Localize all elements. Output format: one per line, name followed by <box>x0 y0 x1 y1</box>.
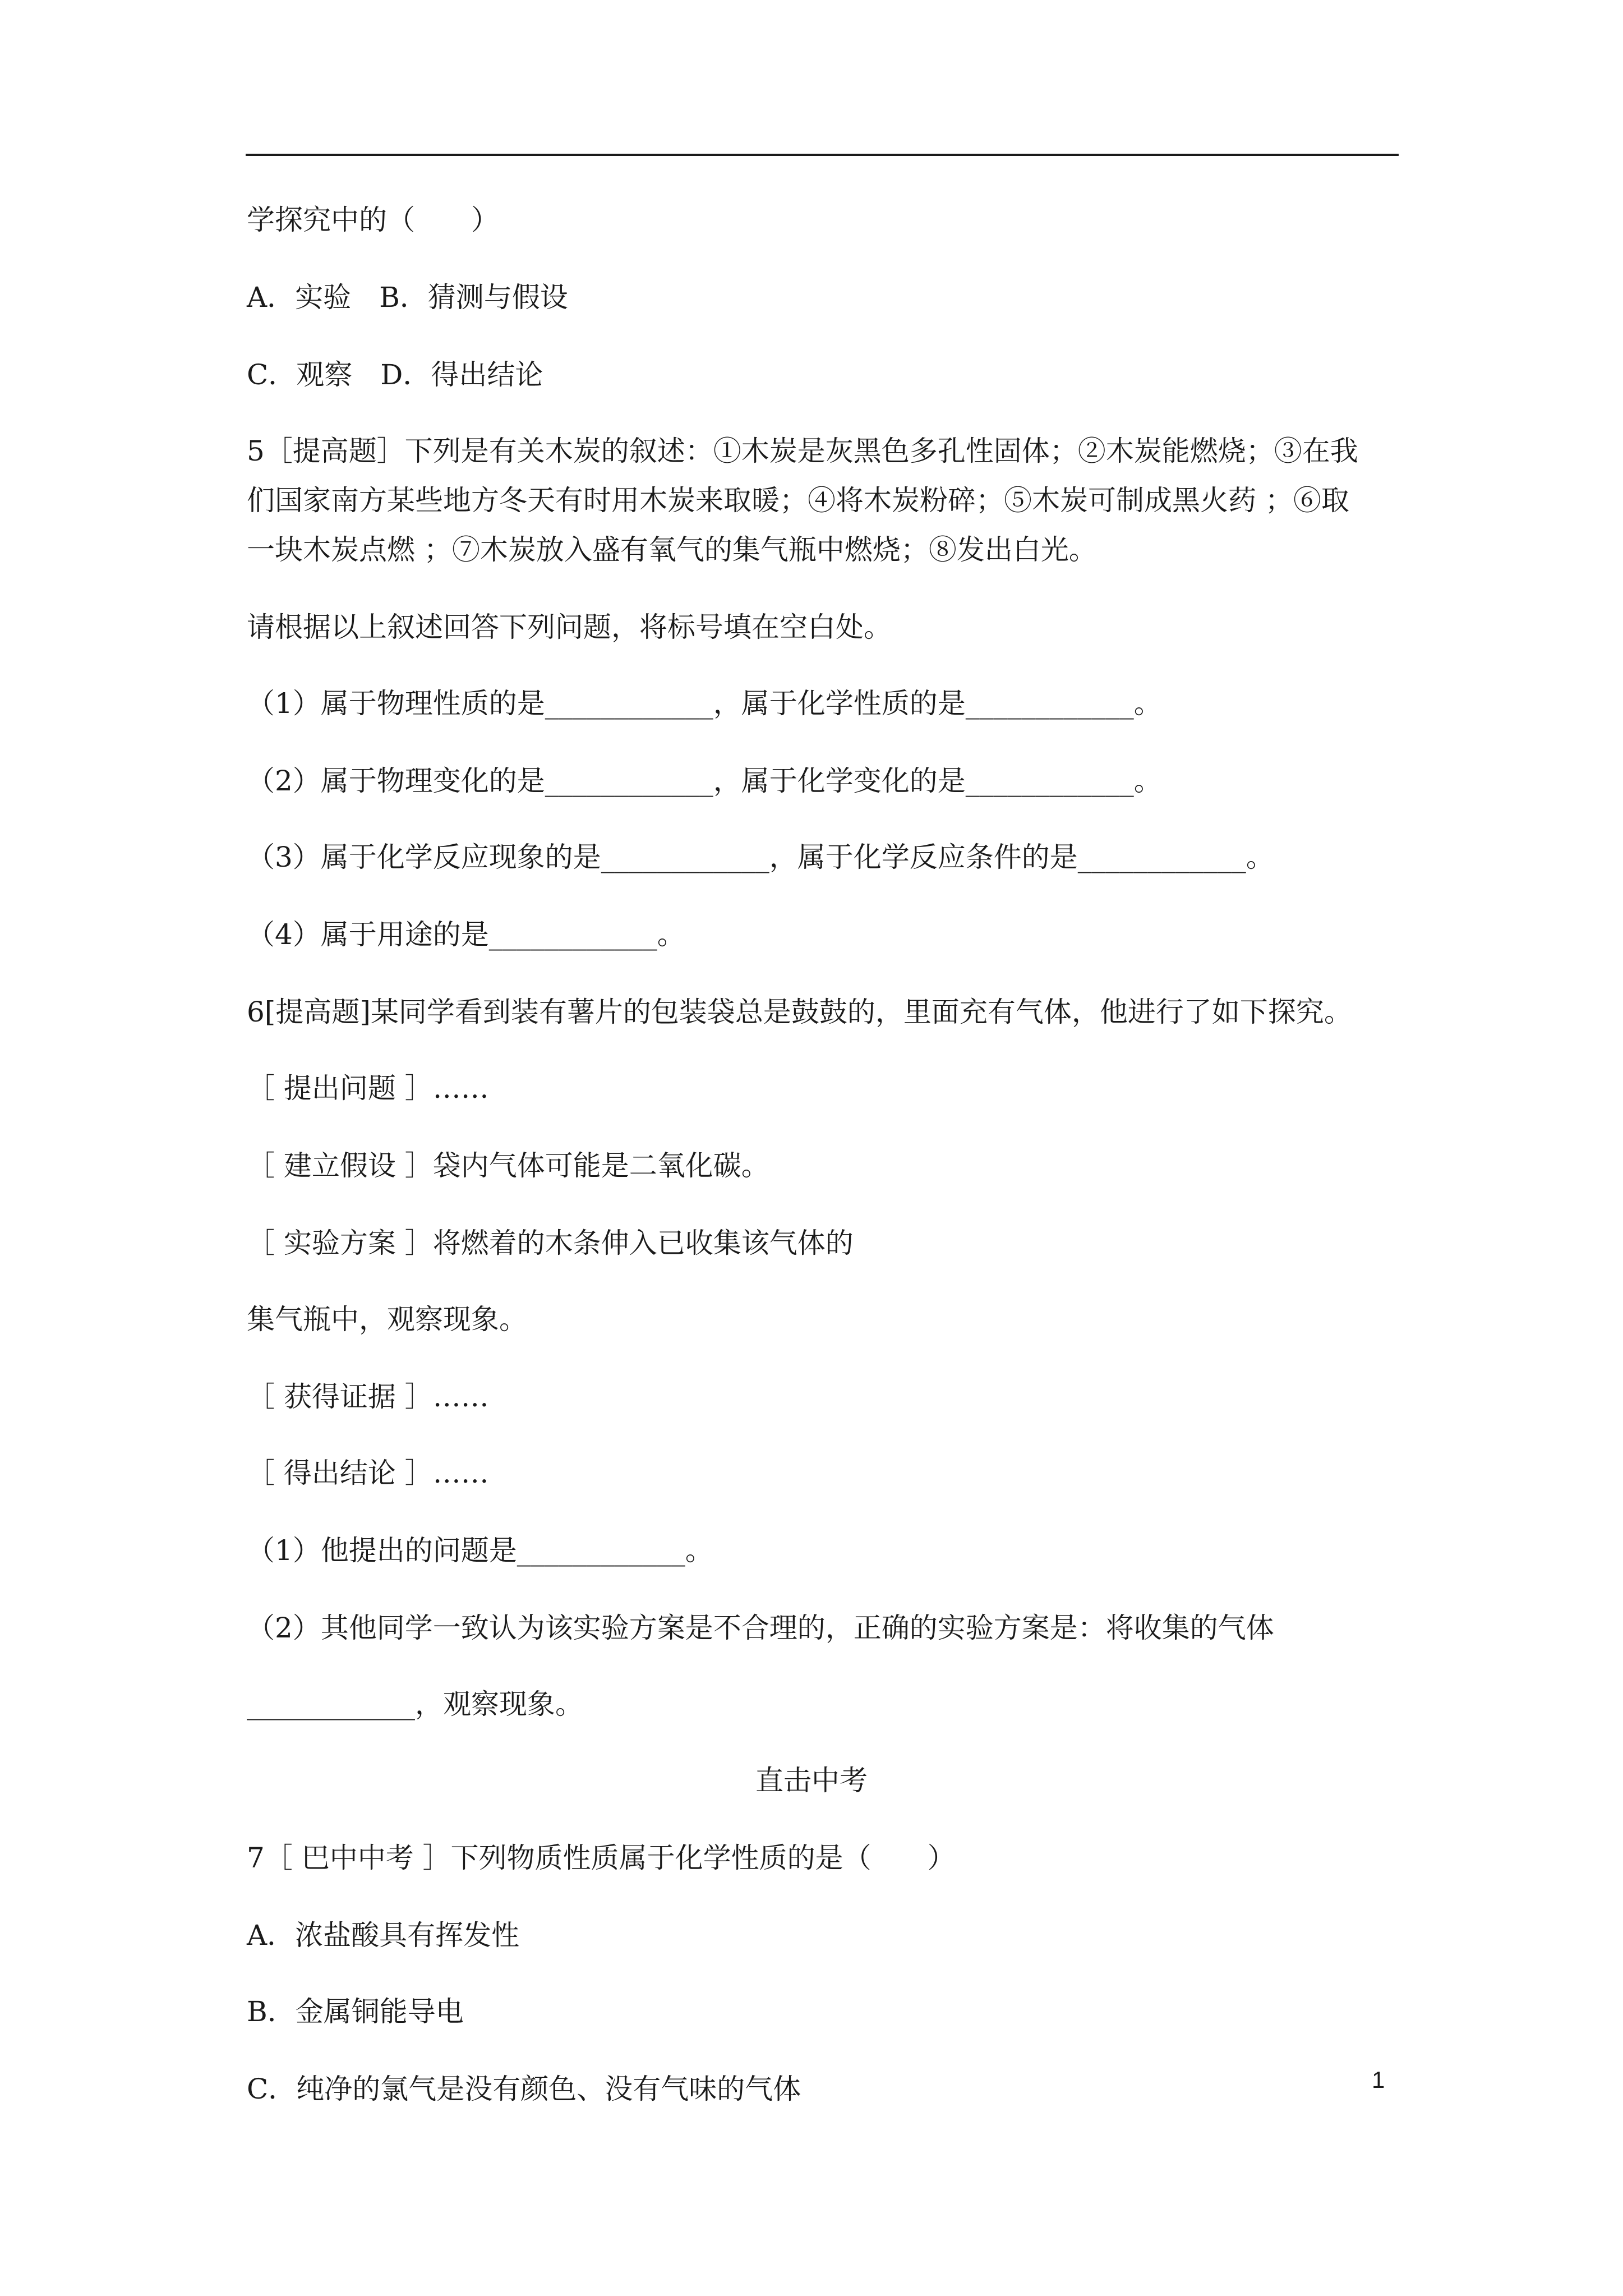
q6-part2: （2）其他同学一致认为该实验方案是不合理的，正确的实验方案是：将收集的气体 <box>247 1612 1274 1644</box>
q7-option-a: A．浓盐酸具有挥发性 <box>247 1919 520 1952</box>
page-number: 1 <box>1372 2067 1385 2093</box>
q6-part2-cont: ____________，观察现象。 <box>247 1688 583 1720</box>
q5-instruction: 请根据以上叙述回答下列问题，将标号填在空白处。 <box>247 611 892 643</box>
q5-stem-line2: 们国家南方某些地方冬天有时用木炭来取暖；④将木炭粉碎；⑤木炭可制成黑火药 ；⑥取 <box>247 484 1349 517</box>
q5-stem-line1: 5［提高题］下列是有关木炭的叙述：①木炭是灰黑色多孔性固体；②木炭能燃烧；③在我 <box>247 435 1358 467</box>
q5-part1: （1）属于物理性质的是____________，属于化学性质的是____________。 <box>247 687 1162 720</box>
section-heading: 直击中考 <box>755 1764 868 1797</box>
q5-part4: （4）属于用途的是____________。 <box>247 918 685 951</box>
header-rule <box>246 154 1399 156</box>
q7-option-c: C．纯净的氯气是没有颜色、没有气味的气体 <box>247 2073 801 2105</box>
q6-step-conclusion: ［ 得出结论 ］…… <box>247 1457 489 1489</box>
q6-step-hypothesis: ［ 建立假设 ］袋内气体可能是二氧化碳。 <box>247 1149 769 1182</box>
q5-part2: （2）属于物理变化的是____________，属于化学变化的是____________。 <box>247 765 1162 797</box>
q6-part1: （1）他提出的问题是____________。 <box>247 1534 713 1567</box>
q7-option-b: B．金属铜能导电 <box>247 1995 464 2028</box>
q4-continuation: 学探究中的（ ） <box>247 204 499 236</box>
q6-stem: 6[提高题]某同学看到装有薯片的包装袋总是鼓鼓的，里面充有气体，他进行了如下探究。 <box>247 996 1352 1028</box>
q6-step-question: ［ 提出问题 ］…… <box>247 1072 489 1105</box>
q4-option-cd: C．观察 D．得出结论 <box>247 358 543 391</box>
q6-step-evidence: ［ 获得证据 ］…… <box>247 1381 489 1413</box>
q5-part3: （3）属于化学反应现象的是____________，属于化学反应条件的是____________。 <box>247 841 1274 873</box>
q7-stem: 7［ 巴中中考 ］下列物质性质属于化学性质的是（ ） <box>247 1842 956 1874</box>
q5-stem-line3: 一块木炭点燃 ；⑦木炭放入盛有氧气的集气瓶中燃烧；⑧发出白光。 <box>247 533 1097 566</box>
q6-step-plan-cont: 集气瓶中，观察现象。 <box>247 1303 527 1336</box>
q6-step-plan: ［ 实验方案 ］将燃着的木条伸入已收集该气体的 <box>247 1227 854 1259</box>
q4-option-ab: A．实验 B．猜测与假设 <box>247 281 568 314</box>
